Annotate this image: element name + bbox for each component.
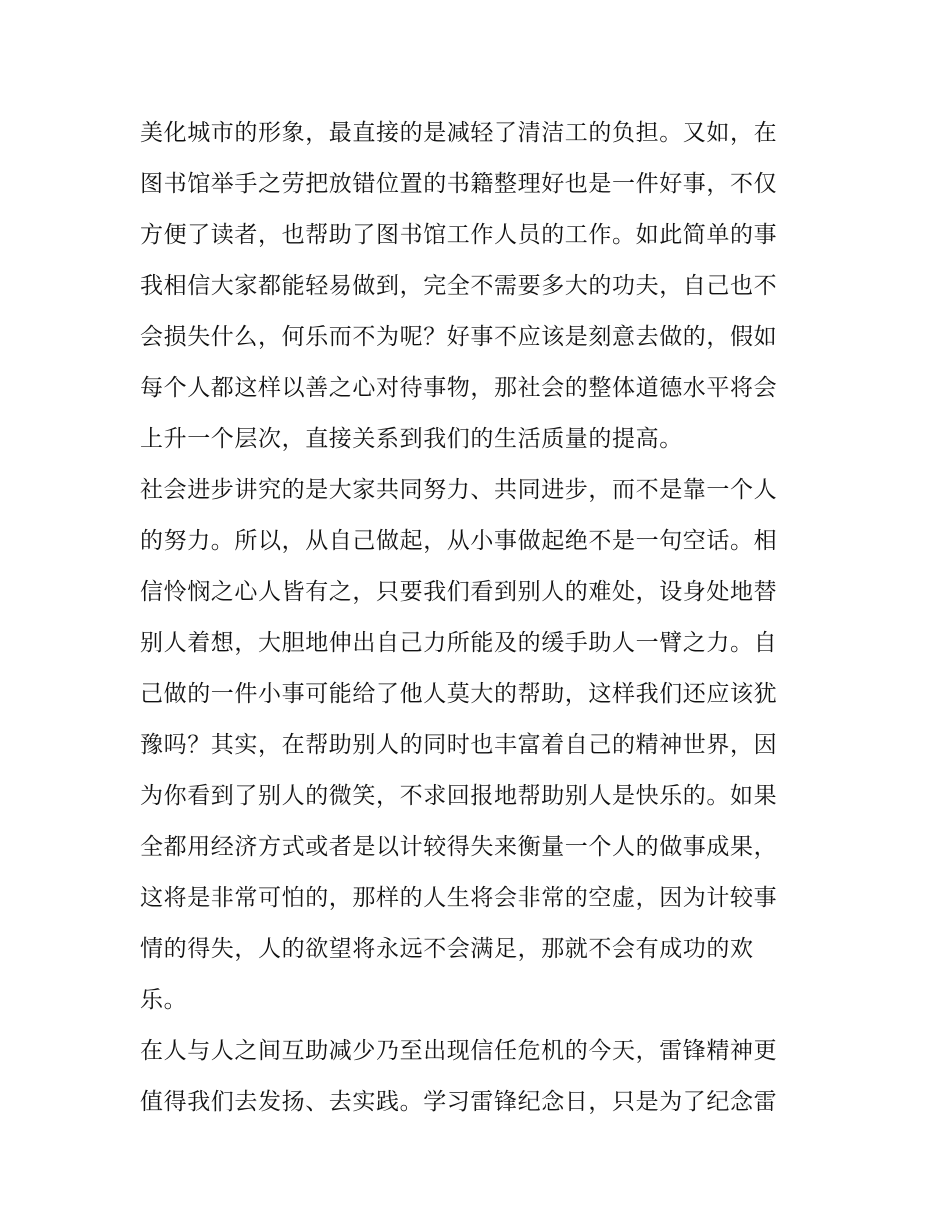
text-line: 会损失什么，何乐而不为呢？好事不应该是刻意去做的，假如 [140,324,778,350]
text-line: 社会进步讲究的是大家共同努力、共同进步，而不是靠一个人 [140,477,778,503]
text-line: 乐。 [140,987,188,1013]
text-line: 这将是非常可怕的，那样的人生将会非常的空虚，因为计较事 [140,885,778,911]
text-line: 信怜悯之心人皆有之，只要我们看到别人的难处，设身处地替 [140,579,778,605]
text-line: 别人着想，大胆地伸出自己力所能及的缓手助人一臂之力。自 [140,630,778,656]
text-line: 我相信大家都能轻易做到，完全不需要多大的功夫，自己也不 [140,273,778,299]
text-line: 豫吗？其实，在帮助别人的同时也丰富着自己的精神世界，因 [140,732,778,758]
text-line: 的努力。所以，从自己做起，从小事做起绝不是一句空话。相 [140,528,778,554]
text-line: 每个人都这样以善之心对待事物，那社会的整体道德水平将会 [140,375,778,401]
text-line: 美化城市的形象，最直接的是减轻了清洁工的负担。又如，在 [140,120,778,146]
text-line: 为你看到了别人的微笑，不求回报地帮助别人是快乐的。如果 [140,783,778,809]
text-line: 情的得失，人的欲望将永远不会满足，那就不会有成功的欢 [140,936,754,962]
text-line: 全都用经济方式或者是以计较得失来衡量一个人的做事成果， [140,834,778,860]
body-text [140,108,820,1128]
text-line: 方便了读者，也帮助了图书馆工作人员的工作。如此简单的事 [140,222,778,248]
text-line: 己做的一件小事可能给了他人莫大的帮助，这样我们还应该犹 [140,681,778,707]
text-line: 上升一个层次，直接关系到我们的生活质量的提高。 [140,426,683,452]
text-line: 图书馆举手之劳把放错位置的书籍整理好也是一件好事，不仅 [140,171,778,197]
text-line: 值得我们去发扬、去实践。学习雷锋纪念日，只是为了纪念雷 [140,1089,778,1115]
text-line: 在人与人之间互助减少乃至出现信任危机的今天，雷锋精神更 [140,1038,778,1064]
